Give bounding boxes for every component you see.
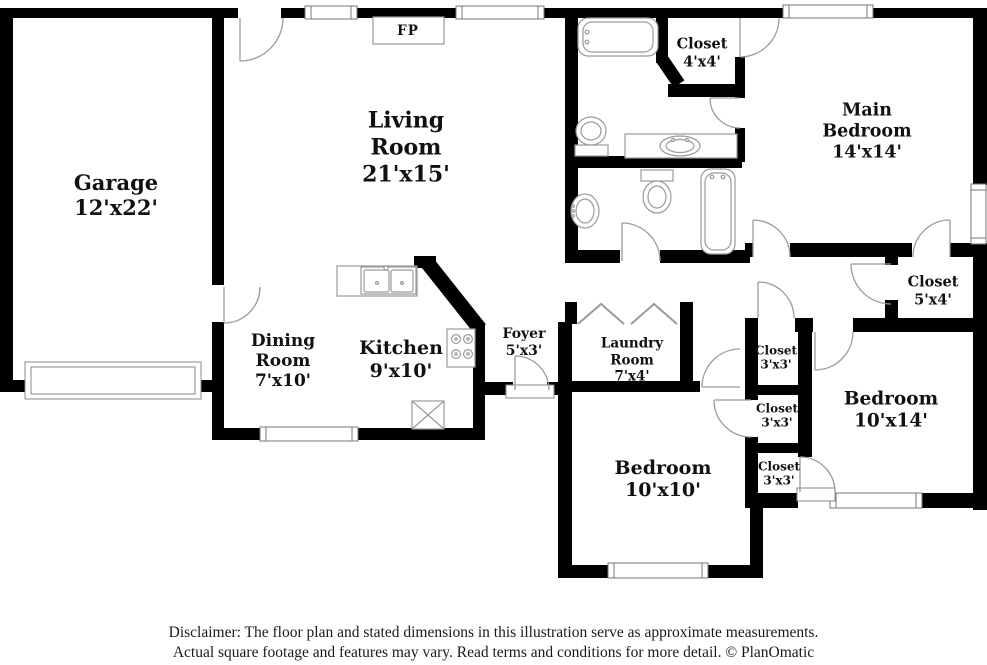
fireplace-label: FP [397, 23, 419, 39]
bifold-door [578, 304, 677, 324]
room-name: Garage [73, 170, 159, 195]
door-swing [758, 282, 794, 318]
toilet-icon [641, 170, 673, 213]
room-dims: 3'x3' [763, 473, 795, 487]
room-name: Living [367, 107, 445, 134]
room-dims: 5'x4' [914, 291, 952, 308]
room-name: Closet [907, 273, 959, 291]
room-dims: 10'x10' [625, 479, 701, 501]
room-name: Main [841, 100, 893, 121]
window [305, 6, 357, 19]
room-label-living-room [362, 108, 450, 189]
sink-icon [625, 134, 737, 158]
door-swing [622, 223, 660, 261]
room-name: Room [610, 351, 654, 368]
room-label-main-bedroom [822, 101, 911, 164]
room-dims: 12'x22' [74, 195, 158, 220]
window [971, 184, 986, 244]
door-swing [753, 220, 790, 257]
room-dims: 5'x3' [505, 343, 543, 359]
garage-door [25, 362, 201, 399]
room-label-foyer [503, 326, 546, 360]
door-swing [800, 457, 835, 492]
stove-icon [447, 329, 475, 367]
room-dims: 7'x10' [254, 371, 312, 391]
room-label-closet-4x4 [677, 36, 728, 71]
toilet-icon [575, 117, 608, 156]
room-name: Closet [676, 35, 728, 53]
room-name: Room [255, 351, 311, 371]
room-name: Bedroom [843, 388, 939, 410]
room-name: Bedroom [614, 457, 712, 479]
disclaimer-line-1: Disclaimer: The floor plan and stated dimensions in this illustration serve as approximate measurements. [168, 624, 819, 641]
window [260, 427, 358, 441]
room-label-kitchen [359, 337, 443, 383]
room-dims: 9'x10' [369, 360, 433, 382]
window [783, 5, 873, 18]
door-swing [714, 400, 751, 437]
window [830, 493, 922, 508]
room-name: Dining [250, 331, 316, 351]
room-label-closet-lower-3x3 [758, 461, 800, 488]
door-swing [240, 18, 283, 61]
room-label-bedroom-10x14 [844, 389, 938, 432]
appliance-icon [412, 401, 444, 429]
door-swing [710, 98, 740, 128]
disclaimer-line-2: Actual square footage and features may vary. Read terms and conditions for more detail. © PlanOmatic [172, 643, 815, 661]
door-swing [740, 18, 779, 57]
room-name: Closet [755, 401, 799, 416]
room-name: Room [370, 134, 442, 161]
door-swing [815, 332, 853, 370]
window [608, 563, 708, 578]
room-label-closet-5x4 [908, 274, 959, 309]
bathtub-icon [578, 18, 658, 56]
kitchen-sink-icon [337, 266, 417, 296]
room-dims: 4'x4' [683, 53, 721, 70]
room-label-garage [74, 170, 158, 220]
door-swing [851, 264, 891, 304]
room-label-dining-room [251, 331, 315, 391]
room-dims: 7'x4' [614, 368, 650, 385]
room-name: Closet [757, 459, 801, 474]
disclaimer [0, 623, 987, 662]
room-name: Bedroom [822, 121, 912, 142]
room-dims: 14'x14' [832, 142, 902, 163]
room-name: Kitchen [359, 337, 443, 359]
door-swing [224, 287, 260, 323]
closet-door-sill [797, 488, 835, 501]
room-label-bedroom-10x10 [615, 457, 712, 501]
door-swing [913, 220, 950, 257]
room-dims: 10'x14' [854, 410, 928, 431]
room-dims: 3'x3' [761, 415, 793, 429]
room-label-closet-hall-3x3 [755, 345, 797, 372]
sink-icon [571, 194, 599, 228]
window [456, 6, 544, 19]
room-name: Laundry [600, 335, 664, 352]
room-name: Foyer [502, 326, 546, 342]
room-label-laundry-room [601, 335, 663, 385]
front-door-sill [506, 385, 554, 398]
room-dims: 21'x15' [362, 161, 450, 188]
door-swing [702, 349, 740, 387]
room-label-closet-mid-3x3 [756, 403, 798, 430]
bathtub-icon [701, 169, 735, 254]
room-dims: 3'x3' [760, 357, 792, 371]
room-name: Closet [754, 343, 798, 358]
